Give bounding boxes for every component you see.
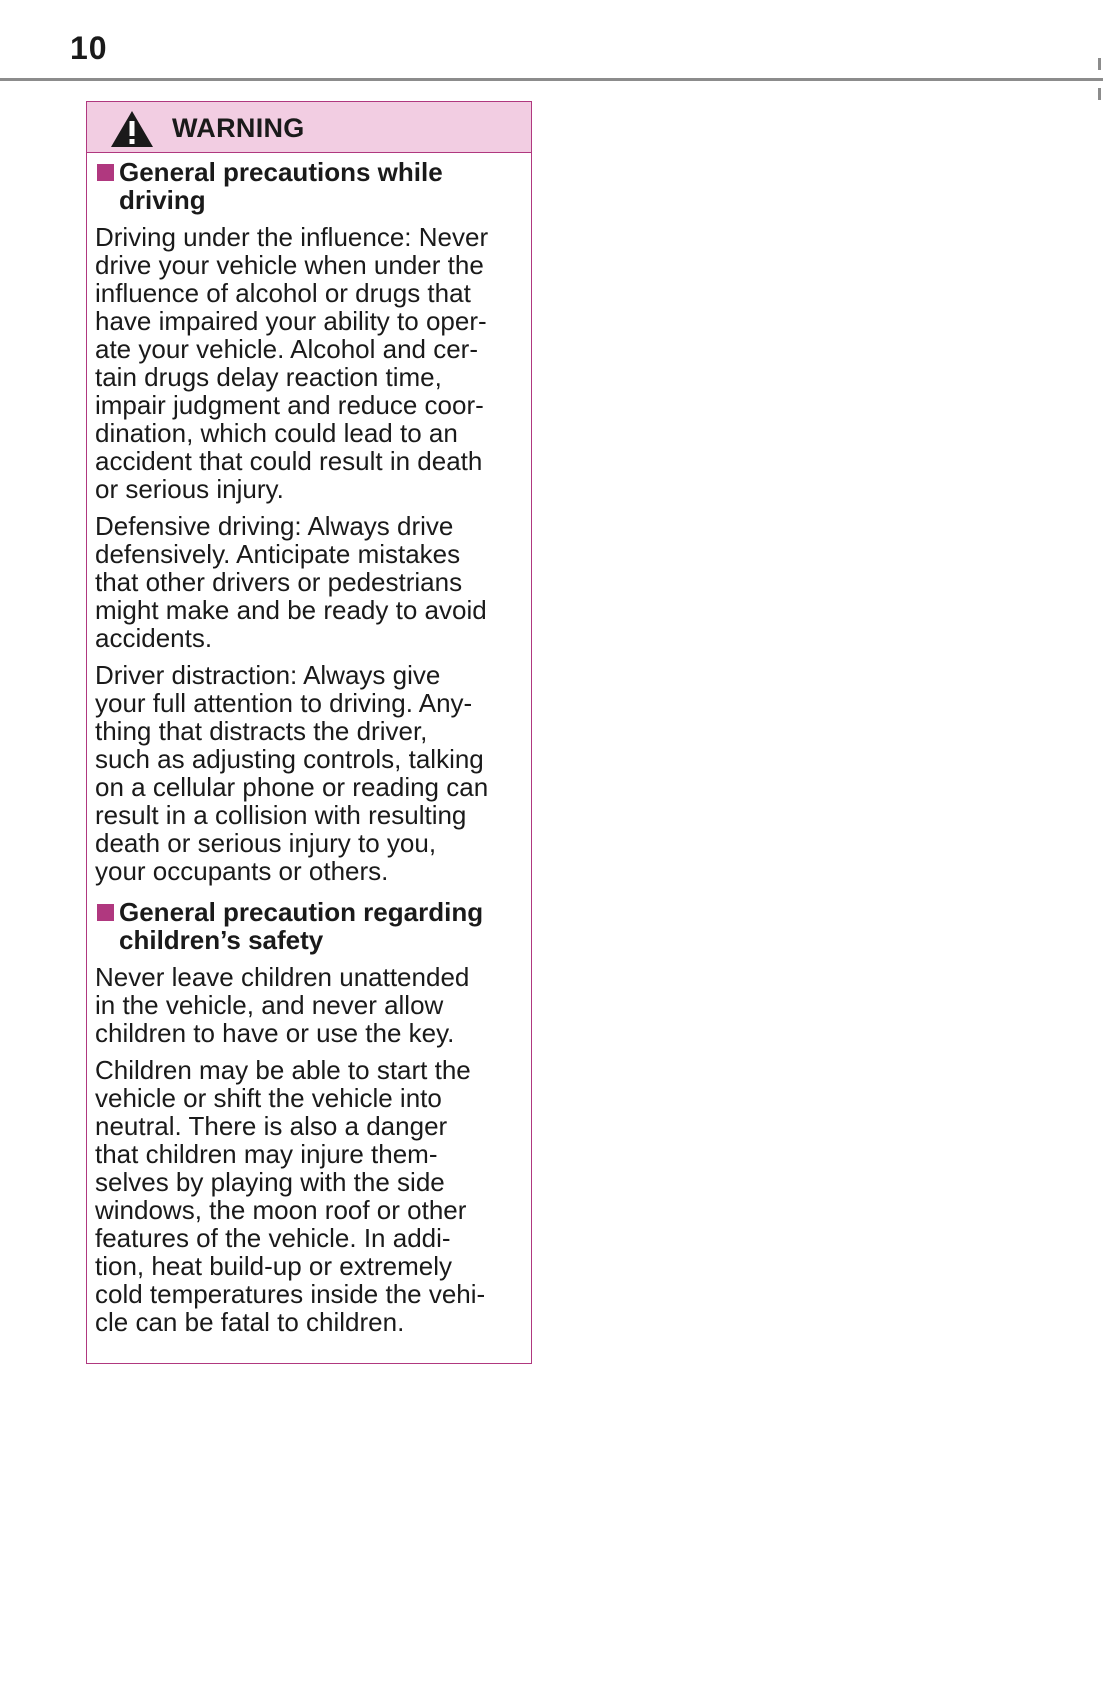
text-line: thing that distracts the driver, (95, 716, 428, 746)
text-line: on a cellular phone or reading can (95, 772, 489, 802)
square-bullet-icon (97, 164, 114, 181)
text-line: result in a collision with resulting (95, 800, 467, 830)
text-line: Driver distraction: Always give (95, 660, 441, 690)
paragraph-driving-influence (95, 223, 519, 503)
header-rule (0, 78, 1103, 81)
text-line: drive your vehicle when under the (95, 250, 484, 280)
warning-header (87, 102, 531, 153)
text-line: vehicle or shift the vehicle into (95, 1083, 442, 1113)
text-line: features of the vehicle. In addi- (95, 1223, 451, 1253)
text-line: neutral. There is also a danger (95, 1111, 448, 1141)
text-line: impair judgment and reduce coor- (95, 390, 484, 420)
text-line: defensively. Anticipate mistakes (95, 539, 461, 569)
heading-line: driving (119, 185, 206, 215)
text-line: Defensive driving: Always drive (95, 511, 454, 541)
text-line: have impaired your ability to oper- (95, 306, 487, 336)
text-line: influence of alcohol or drugs that (95, 278, 471, 308)
section-children-safety (95, 898, 519, 1336)
section-heading (95, 158, 519, 214)
text-line: ate your vehicle. Alcohol and cer- (95, 334, 478, 364)
text-line: selves by playing with the side (95, 1167, 445, 1197)
text-line: your occupants or others. (95, 856, 389, 886)
text-line: or serious injury. (95, 474, 284, 504)
text-line: tain drugs delay reaction time, (95, 362, 442, 392)
text-line: Driving under the influence: Never (95, 222, 489, 252)
warning-body (87, 153, 531, 1336)
text-line: tion, heat build-up or extremely (95, 1251, 452, 1281)
text-line: accidents. (95, 623, 213, 653)
text-line: your full attention to driving. Any- (95, 688, 473, 718)
heading-line: General precautions while (119, 157, 443, 187)
heading-line: General precaution regarding (119, 897, 484, 927)
paragraph-driver-distraction (95, 661, 519, 885)
warning-box (86, 101, 532, 1364)
text-line: such as adjusting controls, talking (95, 744, 484, 774)
page-number: 10 (70, 30, 108, 66)
paragraph-defensive-driving (95, 512, 519, 652)
paragraph-children-dangers (95, 1056, 519, 1336)
section-heading (95, 898, 519, 954)
text-line: Children may be able to start the (95, 1055, 471, 1085)
text-line: children to have or use the key. (95, 1018, 455, 1048)
section-driving-precautions (95, 158, 519, 885)
text-line: cold temperatures inside the vehi- (95, 1279, 486, 1309)
text-line: Never leave children unattended (95, 962, 470, 992)
warning-title: WARNING (172, 113, 305, 143)
text-line: cle can be fatal to children. (95, 1307, 405, 1337)
thumb-tab-mark (1098, 58, 1101, 70)
text-line: accident that could result in death (95, 446, 483, 476)
text-line: death or serious injury to you, (95, 828, 437, 858)
paragraph-children-unattended (95, 963, 519, 1047)
warning-triangle-icon (109, 109, 155, 149)
thumb-tab-mark (1098, 88, 1101, 100)
text-line: might make and be ready to avoid (95, 595, 487, 625)
heading-line: children’s safety (119, 925, 324, 955)
text-line: that children may injure them- (95, 1139, 438, 1169)
text-line: in the vehicle, and never allow (95, 990, 444, 1020)
text-line: that other drivers or pedestrians (95, 567, 463, 597)
text-line: windows, the moon roof or other (95, 1195, 467, 1225)
square-bullet-icon (97, 904, 114, 921)
text-line: dination, which could lead to an (95, 418, 458, 448)
